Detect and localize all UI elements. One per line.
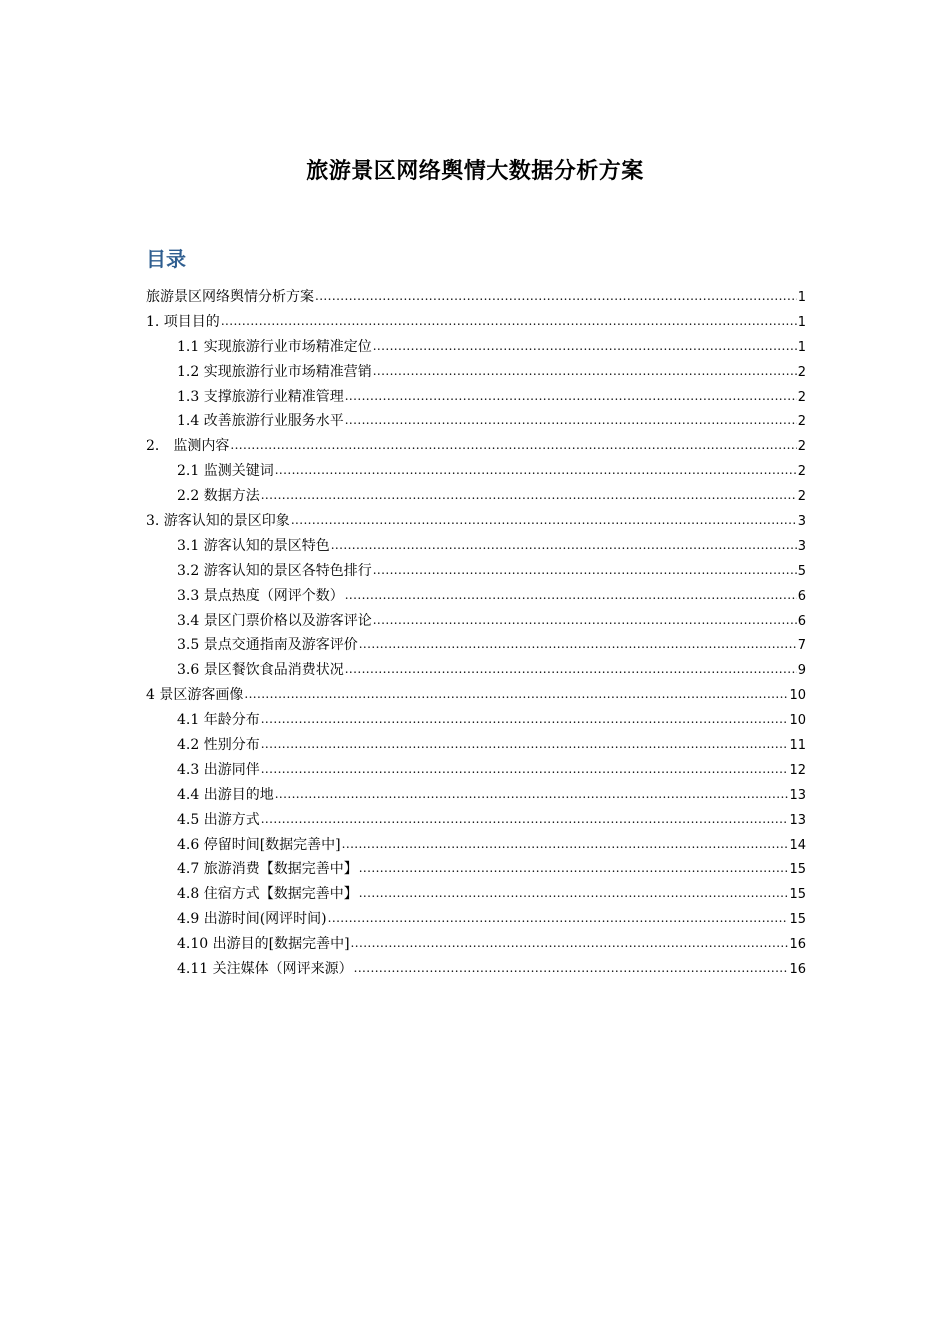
toc-entry-page-number: 1: [797, 290, 806, 305]
toc-heading: 目录: [146, 247, 186, 271]
toc-dot-leader: [373, 558, 797, 583]
toc-entry-page-number: 2: [797, 414, 806, 430]
toc-entry-label: 3.3 景点热度（网评个数）: [177, 587, 344, 604]
toc-entry[interactable]: [146, 484, 806, 509]
toc-entry-page-number: 10: [789, 713, 806, 729]
toc-entry[interactable]: [146, 385, 806, 410]
toc-entry-label: 3.4 景区门票价格以及游客评论: [177, 612, 372, 629]
toc-entry-page-number: 3: [797, 514, 806, 530]
toc-entry[interactable]: [146, 534, 806, 559]
toc-entry-label: 4.11 关注媒体（网评来源）: [177, 961, 353, 978]
toc-entry-label: 1.4 改善旅游行业服务水平: [177, 413, 344, 430]
table-of-contents: [146, 285, 806, 982]
toc-entry-page-number: 6: [797, 613, 806, 629]
toc-dot-leader: [291, 508, 797, 533]
toc-entry-page-number: 15: [789, 887, 806, 903]
toc-dot-leader: [345, 408, 797, 433]
toc-dot-leader: [230, 433, 796, 458]
toc-dot-leader: [261, 483, 797, 508]
toc-entry-page-number: 7: [797, 638, 806, 654]
toc-dot-leader: [275, 782, 789, 807]
toc-entry-label: 4.10 出游目的[数据完善中]: [177, 936, 350, 953]
toc-entry-label: 4.1 年龄分布: [177, 712, 260, 729]
toc-entry-label: 1.1 实现旅游行业市场精准定位: [177, 338, 372, 355]
toc-dot-leader: [261, 707, 789, 732]
toc-entry[interactable]: [146, 907, 806, 932]
toc-entry-page-number: 13: [789, 812, 806, 828]
toc-entry-page-number: 16: [789, 962, 806, 978]
toc-dot-leader: [373, 334, 797, 359]
toc-entry-label: 3.2 游客认知的景区各特色排行: [177, 562, 372, 579]
toc-dot-leader: [261, 732, 789, 757]
toc-entry-label: 4.9 出游时间(网评时间): [177, 911, 327, 928]
toc-dot-leader: [359, 881, 789, 906]
toc-entry-page-number: 9: [797, 663, 806, 679]
toc-dot-leader: [373, 608, 797, 633]
toc-entry[interactable]: [146, 509, 806, 534]
toc-dot-leader: [221, 309, 797, 334]
toc-dot-leader: [261, 807, 789, 832]
toc-entry[interactable]: [146, 957, 806, 982]
toc-entry-label: 4.8 住宿方式【数据完善中】: [177, 886, 358, 903]
toc-entry-page-number: 2: [797, 389, 806, 405]
toc-entry[interactable]: [146, 857, 806, 882]
toc-entry[interactable]: [146, 633, 806, 658]
toc-entry-label: 4.5 出游方式: [177, 811, 260, 828]
toc-entry-page-number: 1: [797, 339, 806, 355]
toc-entry-page-number: 3: [797, 538, 806, 554]
toc-entry-label: 2.2 数据方法: [177, 488, 260, 505]
toc-entry-label: 2． 监测内容: [146, 438, 230, 455]
toc-entry[interactable]: [146, 658, 806, 683]
toc-dot-leader: [345, 657, 797, 682]
toc-entry-label: 1.3 支撑旅游行业精准管理: [177, 388, 344, 405]
toc-dot-leader: [351, 931, 789, 956]
toc-entry-label: 4.4 出游目的地: [177, 786, 274, 803]
toc-entry-label: 4.3 出游同伴: [177, 761, 260, 778]
toc-entry-label: 3.1 游客认知的景区特色: [177, 537, 330, 554]
toc-entry-page-number: 13: [789, 787, 806, 803]
toc-entry[interactable]: [146, 932, 806, 957]
toc-entry-page-number: 12: [789, 762, 806, 778]
toc-entry[interactable]: [146, 285, 806, 310]
toc-entry-label: 2.1 监测关键词: [177, 463, 274, 480]
toc-dot-leader: [328, 906, 789, 931]
toc-entry[interactable]: [146, 708, 806, 733]
toc-entry-page-number: 2: [797, 489, 806, 505]
document-title: 旅游景区网络舆情大数据分析方案: [306, 158, 644, 184]
toc-entry[interactable]: [146, 584, 806, 609]
toc-entry[interactable]: [146, 559, 806, 584]
toc-entry-label: 3. 游客认知的景区印象: [146, 513, 290, 530]
toc-entry[interactable]: [146, 434, 806, 459]
toc-entry[interactable]: [146, 409, 806, 434]
toc-dot-leader: [244, 682, 788, 707]
toc-dot-leader: [345, 384, 797, 409]
toc-entry-label: 4.2 性别分布: [177, 737, 260, 754]
toc-dot-leader: [373, 359, 797, 384]
toc-entry-label: 旅游景区网络舆情分析方案: [146, 289, 314, 305]
toc-entry-label: 1. 项目目的: [146, 313, 220, 330]
toc-entry-page-number: 2: [797, 464, 806, 480]
toc-entry[interactable]: [146, 335, 806, 360]
toc-entry-label: 3.6 景区餐饮食品消费状况: [177, 662, 344, 679]
toc-entry-label: 4 景区游客画像: [146, 687, 244, 704]
toc-entry-page-number: 2: [797, 439, 806, 455]
toc-entry[interactable]: [146, 683, 806, 708]
toc-dot-leader: [261, 757, 789, 782]
toc-entry-page-number: 6: [797, 588, 806, 604]
toc-entry-page-number: 1: [797, 314, 806, 330]
toc-entry[interactable]: [146, 310, 806, 335]
toc-entry-page-number: 2: [797, 364, 806, 380]
toc-entry-label: 4.7 旅游消费【数据完善中】: [177, 861, 358, 878]
toc-dot-leader: [275, 458, 797, 483]
toc-dot-leader: [342, 832, 789, 857]
toc-entry[interactable]: [146, 733, 806, 758]
toc-entry-label: 3.5 景点交通指南及游客评价: [177, 637, 358, 654]
toc-dot-leader: [354, 956, 789, 981]
toc-entry-page-number: 14: [789, 837, 806, 853]
toc-dot-leader: [315, 284, 797, 309]
toc-entry-page-number: 10: [789, 688, 806, 704]
toc-entry[interactable]: [146, 783, 806, 808]
toc-entry-label: 4.6 停留时间[数据完善中]: [177, 836, 341, 853]
toc-entry-page-number: 15: [789, 912, 806, 928]
toc-entry[interactable]: [146, 833, 806, 858]
toc-entry[interactable]: [146, 882, 806, 907]
toc-entry-page-number: 5: [797, 563, 806, 579]
toc-entry-page-number: 15: [789, 862, 806, 878]
toc-entry-page-number: 16: [789, 937, 806, 953]
toc-entry-label: 1.2 实现旅游行业市场精准营销: [177, 363, 372, 380]
toc-entry[interactable]: [146, 609, 806, 634]
toc-entry[interactable]: [146, 360, 806, 385]
toc-entry-page-number: 11: [789, 738, 806, 754]
toc-entry[interactable]: [146, 808, 806, 833]
toc-dot-leader: [345, 583, 797, 608]
toc-dot-leader: [359, 856, 789, 881]
toc-dot-leader: [331, 533, 797, 558]
toc-entry[interactable]: [146, 459, 806, 484]
toc-entry[interactable]: [146, 758, 806, 783]
toc-dot-leader: [359, 632, 797, 657]
